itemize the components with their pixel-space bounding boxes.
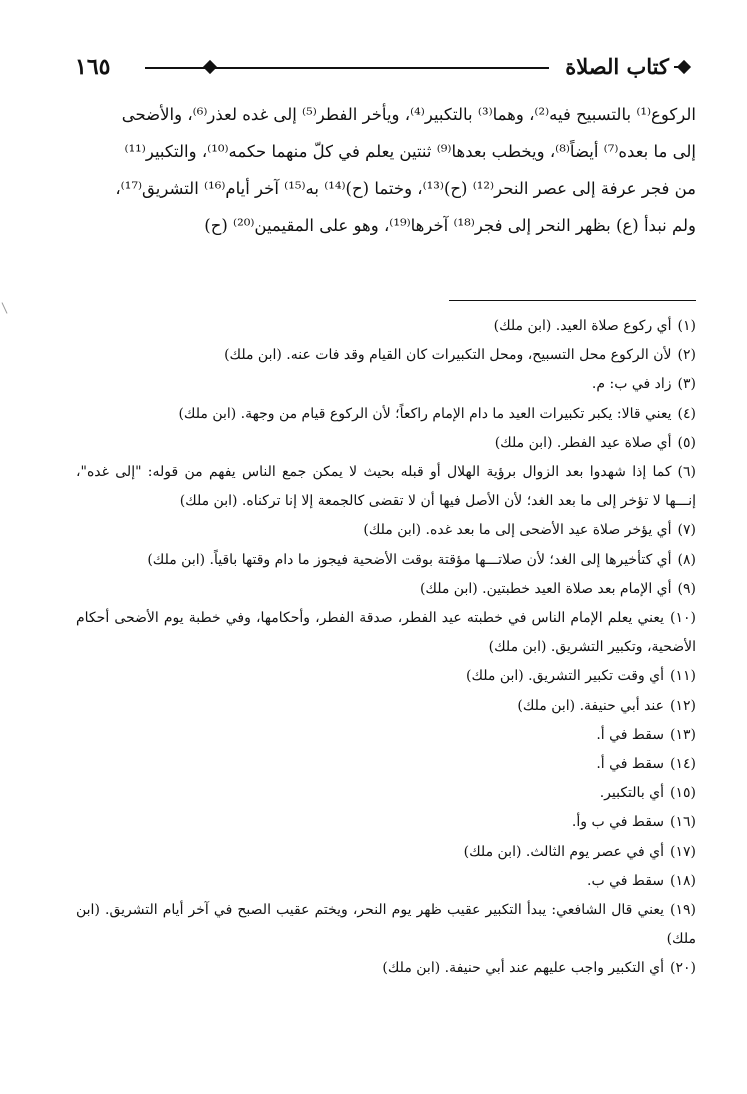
book-title: كتاب الصلاة: [565, 54, 669, 79]
footnote: [76, 546, 696, 575]
footnote: [76, 400, 696, 429]
footnote-number: (٥): [677, 434, 696, 451]
footnote-text: يعني قال الشافعي: يبدأ التكبير عقيب ظهر يوم النحر، ويختم عقيب الصبح في آخر أيام التشريق. (ابن ملك): [76, 902, 696, 948]
main-text-line: الركوع⁽¹⁾ بالتسبيح فيه⁽²⁾، وهما⁽³⁾ بالتكبير⁽⁴⁾، ويأخر الفطر⁽⁵⁾ إلى غده لعذر⁽⁶⁾، والأضحى: [121, 105, 696, 124]
main-text-line: ولم نبدأ (ع) بظهر النحر إلى فجر⁽¹⁸⁾ آخرها⁽¹⁹⁾، وهو على المقيمين⁽²⁰⁾ (ح): [204, 216, 696, 235]
footnote: [76, 838, 696, 867]
footnote-text: يعني يعلم الإمام الناس في خطبته عيد الفطر، صدقة الفطر، وأحكامها، وفي خطبة يوم الأضحى أحكام الأضحية، وتكبير التشريق. (ابن ملك): [76, 610, 696, 656]
footnote-text: زاد في ب: م.: [591, 376, 672, 393]
footnote: [76, 575, 696, 604]
footnote: [76, 867, 696, 896]
footnote-text: أي ركوع صلاة العيد. (ابن ملك): [493, 318, 672, 334]
footnote-text: سقط في ب.: [587, 872, 665, 889]
header-rule: [145, 67, 549, 69]
footnote: [76, 429, 696, 458]
footnote-number: (١٨): [670, 872, 696, 889]
footnote-number: (١١): [670, 668, 696, 685]
footnote-number: (٢٠): [670, 960, 696, 977]
footnote-number: (١٥): [670, 785, 696, 802]
main-text: [78, 96, 696, 244]
main-text-line: إلى ما بعده⁽⁷⁾ أيضاً⁽⁸⁾، ويخطب بعدها⁽⁹⁾ ثنتين يعلم في كلّ منهما حكمه⁽¹⁰⁾، والتكبير⁽¹¹⁾: [124, 142, 696, 161]
footnote-number: (٧): [677, 522, 696, 539]
footnote-number: (١٣): [670, 726, 696, 743]
footnote-number: (١٧): [670, 843, 696, 860]
footnote-number: (١٠): [670, 610, 696, 627]
footnote: [76, 954, 696, 983]
footnote: [76, 808, 696, 837]
footnote-number: (٦): [677, 464, 696, 481]
footnote-text: أي يؤخر صلاة عيد الأضحى إلى ما بعد غده. (ابن ملك): [363, 522, 672, 539]
margin-mark: [2, 302, 8, 313]
footnote-text: أي في عصر يوم الثالث. (ابن ملك): [463, 843, 665, 860]
footnote-text: أي صلاة عيد الفطر. (ابن ملك): [494, 434, 672, 451]
footnote-text: أي الإمام بعد صلاة العيد خطبتين. (ابن ملك): [419, 580, 672, 597]
footnote-text: يعني قالا: يكبر تكبيرات العيد ما دام الإمام راكعاً؛ لأن الركوع قيام من وجهة. (ابن ملك): [178, 405, 672, 422]
footnote: [76, 721, 696, 750]
footnote-number: (٨): [677, 551, 696, 568]
footnote-text: أي كتأخيرها إلى الغد؛ لأن صلاتـــها مؤقتة بوقت الأضحية فيجوز ما دام وقتها باقياً. (ابن ملك): [147, 551, 672, 568]
footnote-text: سقط في ب وأ.: [571, 814, 665, 831]
footnotes: [76, 312, 696, 984]
footnote: [76, 779, 696, 808]
footnote: [76, 896, 696, 954]
footnote-number: (١٩): [670, 902, 696, 919]
footnote: [76, 458, 696, 516]
footnote: [76, 516, 696, 545]
footnote-text: أي التكبير واجب عليهم عند أبي حنيفة. (ابن ملك): [382, 960, 665, 977]
footnote-number: (١٤): [670, 756, 696, 773]
footnote-number: (٤): [677, 405, 696, 422]
footnote-text: سقط في أ.: [596, 756, 665, 773]
footnote: [76, 692, 696, 721]
footnote-number: (٩): [677, 580, 696, 597]
page-header: [75, 54, 697, 80]
footnote: [76, 312, 696, 341]
footnote-number: (١): [677, 318, 696, 334]
footnote-text: لأن الركوع محل التسبيح، ومحل التكبيرات كان القيام وقد فات عنه. (ابن ملك): [224, 347, 672, 364]
footnote-text: كما إذا شهدوا بعد الزوال برؤية الهلال أو قبله بحيث لا يمكن جمع الناس يفهم من قوله: "إلى غده"، إنـــها لا تؤخر إلى ما بعد الغد؛ لأن الأصل فيها أن لا تقضى كالجمعة إلا إنا تركناه. (ابن ملك): [76, 464, 696, 510]
footnote-number: (١٦): [670, 814, 696, 831]
footnote: [76, 604, 696, 662]
main-text-line: من فجر عرفة إلى عصر النحر⁽¹²⁾ (ح)⁽¹³⁾، وختما (ح)⁽¹⁴⁾ به⁽¹⁵⁾ آخر أيام⁽¹⁶⁾ التشريق⁽¹⁷⁾،: [115, 179, 696, 198]
footnote-separator: [449, 300, 696, 301]
footnote: [76, 370, 696, 399]
footnote: [76, 662, 696, 691]
footnote-text: أي بالتكبير.: [599, 785, 665, 802]
footnote: [76, 341, 696, 370]
footnote-number: (٣): [677, 376, 696, 393]
footnote: [76, 750, 696, 779]
footnote-text: سقط في أ.: [596, 726, 665, 743]
footnote-text: أي وقت تكبير التشريق. (ابن ملك): [465, 668, 665, 685]
footnote-text: عند أبي حنيفة. (ابن ملك): [517, 697, 665, 714]
footnote-number: (٢): [677, 347, 696, 364]
footnote-number: (١٢): [670, 697, 696, 714]
diamond-ornament-right: [677, 60, 691, 74]
page-number: ١٦٥: [75, 54, 111, 80]
